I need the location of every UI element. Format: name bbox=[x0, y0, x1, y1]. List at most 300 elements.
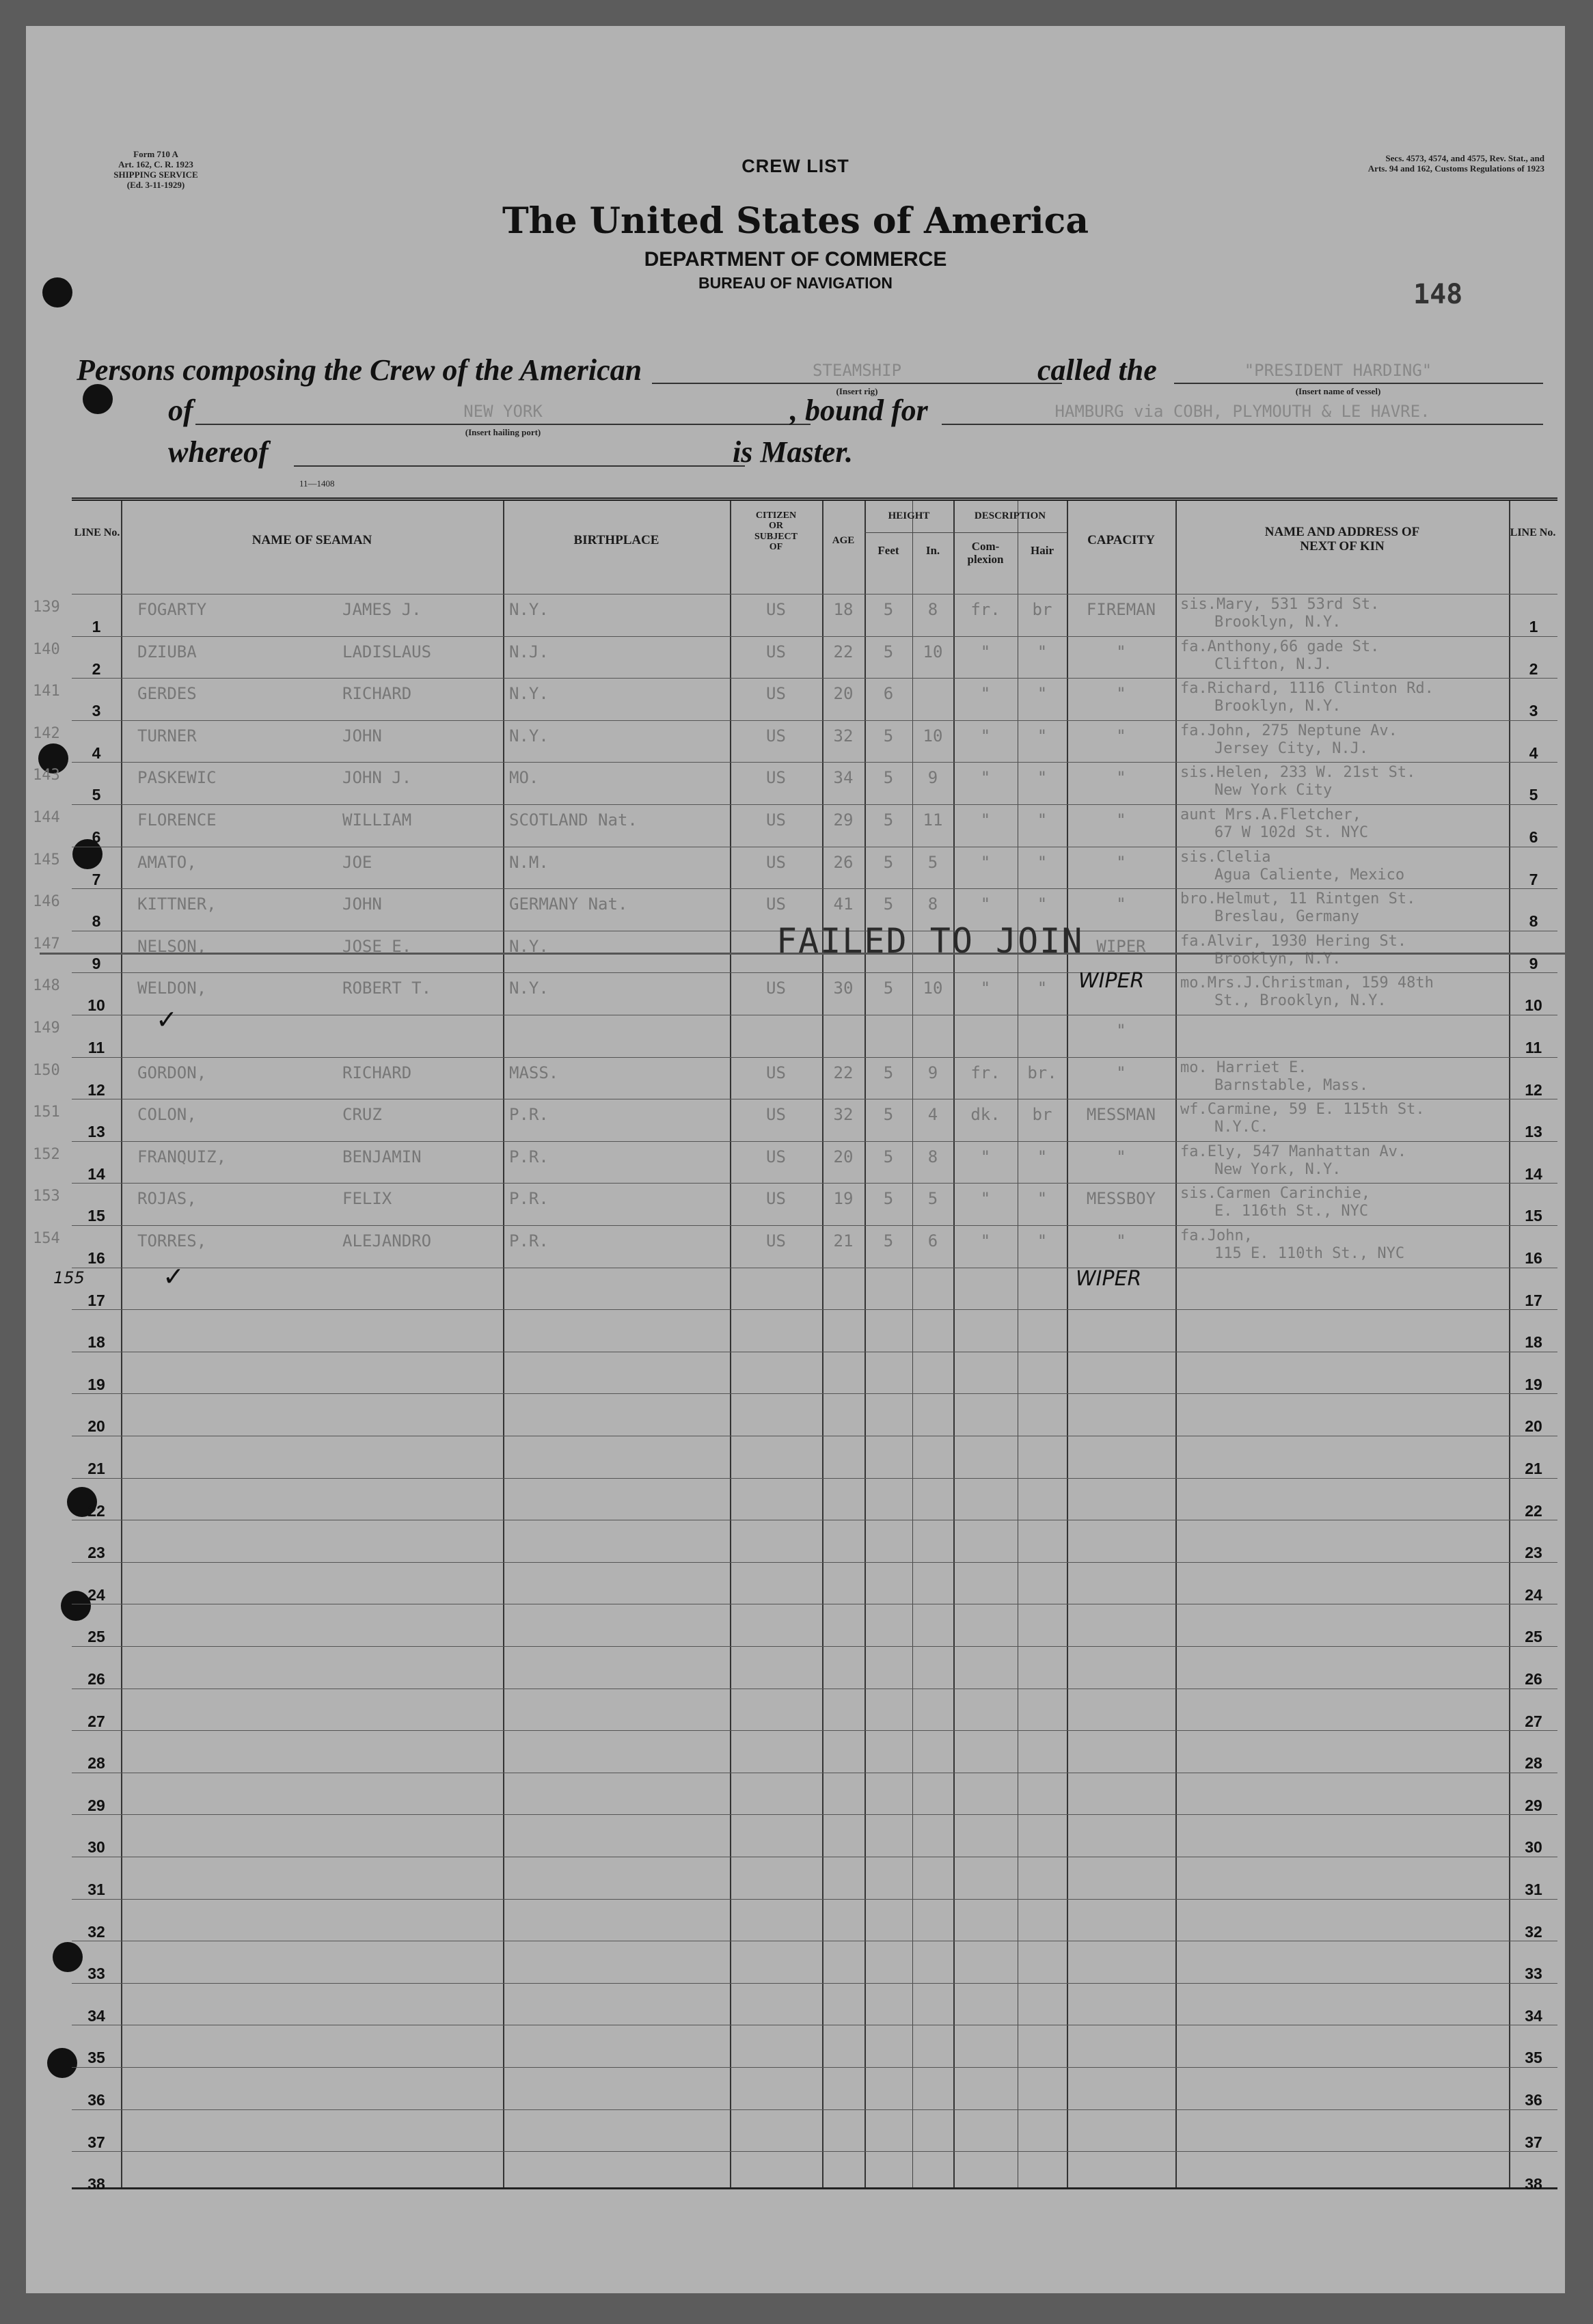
punch-hole bbox=[83, 384, 113, 414]
cell-age: 32 bbox=[833, 1105, 854, 1125]
cell-next-of-kin-line-2: Breslau, Germany bbox=[1214, 908, 1359, 926]
cell-given: ROBERT T. bbox=[342, 979, 432, 998]
line-number-right: 31 bbox=[1525, 1881, 1542, 1898]
col-description: DESCRIPTION bbox=[974, 510, 1046, 521]
cell-birth: N.J. bbox=[509, 642, 549, 661]
table-row bbox=[33, 594, 1557, 637]
cell-ft: 5 bbox=[883, 810, 894, 830]
cell-given: RICHARD bbox=[342, 1063, 412, 1082]
cell-hair: " bbox=[1037, 642, 1048, 661]
master-code: 11—1408 bbox=[299, 478, 335, 489]
cell-next-of-kin-line-1: aunt Mrs.A.Fletcher, bbox=[1180, 806, 1361, 823]
cell-cit: US bbox=[766, 1189, 786, 1209]
cell-birth: P.R. bbox=[509, 1105, 549, 1125]
cell-birth: P.R. bbox=[509, 1189, 549, 1209]
cell-comp: " bbox=[980, 1147, 991, 1166]
table-row bbox=[72, 1562, 1557, 1605]
cell-birth: P.R. bbox=[509, 1231, 549, 1250]
cell-cit: US bbox=[766, 1105, 786, 1125]
cell-in: 8 bbox=[927, 894, 938, 914]
line-number: 24 bbox=[87, 1585, 105, 1604]
cell-in: 5 bbox=[927, 852, 938, 872]
vessel-line bbox=[1174, 383, 1543, 384]
cell-age: 26 bbox=[833, 852, 854, 872]
line-number: 33 bbox=[87, 1965, 105, 1983]
col-next-of-kin bbox=[1175, 525, 1509, 554]
cell-in: 9 bbox=[927, 768, 938, 788]
line-number: 20 bbox=[87, 1417, 105, 1436]
failed-to-join-stamp: FAILED TO JOIN bbox=[776, 921, 1084, 961]
cell-in: 5 bbox=[927, 1189, 938, 1209]
sequence-number: 142 bbox=[33, 724, 60, 742]
line-number-right: 29 bbox=[1525, 1796, 1542, 1814]
cell-birth: N.Y. bbox=[509, 726, 549, 746]
handwritten-wiper-row-17: WIPER bbox=[1076, 1267, 1142, 1291]
line-number: 14 bbox=[87, 1164, 105, 1183]
cell-cap: " bbox=[1116, 1147, 1126, 1166]
bound-label: , bound for bbox=[790, 394, 928, 427]
cell-cit: US bbox=[766, 600, 786, 619]
cell-cap: MESSMAN bbox=[1086, 1105, 1156, 1125]
cell-given: JAMES J. bbox=[342, 600, 422, 619]
statute-line-2: Arts. 94 and 162, Customs Regulations of 1923 bbox=[1367, 163, 1544, 174]
sequence-number: 139 bbox=[33, 599, 60, 616]
cell-next-of-kin-line-2: Clifton, N.J. bbox=[1214, 655, 1333, 673]
table-row bbox=[72, 1436, 1557, 1479]
table-row bbox=[33, 804, 1557, 847]
cell-birth: P.R. bbox=[509, 1147, 549, 1166]
table-row bbox=[72, 2025, 1557, 2068]
cell-next-of-kin-line-2: E. 116th St., NYC bbox=[1214, 1203, 1369, 1220]
line-number-right: 3 bbox=[1529, 702, 1538, 720]
line-number-right: 5 bbox=[1529, 786, 1538, 804]
cell-hair: " bbox=[1037, 684, 1048, 704]
cell-birth: N.M. bbox=[509, 852, 549, 872]
cell-hair: " bbox=[1037, 852, 1048, 872]
cell-surname: PASKEWIC bbox=[137, 768, 217, 788]
table-row bbox=[72, 2151, 1557, 2194]
persons-label: Persons composing the Crew of the American bbox=[77, 353, 642, 387]
cell-in: 8 bbox=[927, 1147, 938, 1166]
vessel-value: "PRESIDENT HARDING" bbox=[1244, 361, 1432, 380]
col-next-of-kin-line-2: NEXT OF KIN bbox=[1300, 538, 1385, 553]
cell-cit: US bbox=[766, 642, 786, 661]
line-number: 35 bbox=[87, 2049, 105, 2067]
cell-given: WILLIAM bbox=[342, 810, 412, 830]
cell-cit: US bbox=[766, 1231, 786, 1250]
cell-cap: " bbox=[1116, 642, 1126, 661]
cell-cap: WIPER bbox=[1096, 936, 1146, 956]
line-number-right: 20 bbox=[1525, 1417, 1542, 1436]
line-number: 12 bbox=[87, 1080, 105, 1099]
line-number-right: 28 bbox=[1525, 1754, 1542, 1773]
cell-next-of-kin-line-2: Barnstable, Mass. bbox=[1214, 1076, 1369, 1094]
line-number-right: 36 bbox=[1525, 2091, 1542, 2109]
sequence-number: 152 bbox=[33, 1145, 60, 1163]
cell-birth: MASS. bbox=[509, 1063, 559, 1082]
cell-comp: " bbox=[980, 684, 991, 704]
cell-in: 4 bbox=[927, 1105, 938, 1125]
cell-cap: " bbox=[1116, 1231, 1126, 1250]
cell-ft: 5 bbox=[883, 1105, 894, 1125]
table-row bbox=[33, 972, 1557, 1015]
cell-next-of-kin-line-1: fa.Richard, 1116 Clinton Rd. bbox=[1180, 680, 1434, 698]
cell-hair: " bbox=[1037, 810, 1048, 830]
line-number: 37 bbox=[87, 2133, 105, 2151]
line-number-right: 14 bbox=[1525, 1164, 1542, 1183]
col-birthplace: BIRTHPLACE bbox=[573, 533, 659, 547]
line-number: 3 bbox=[92, 702, 101, 720]
cell-surname: TORRES, bbox=[137, 1231, 207, 1250]
cell-age: 19 bbox=[833, 1189, 854, 1209]
cell-cit: US bbox=[766, 1063, 786, 1082]
table-row bbox=[72, 2067, 1557, 2110]
form-service: SHIPPING SERVICE bbox=[113, 169, 198, 180]
table-row bbox=[33, 1141, 1557, 1184]
cell-birth: MO. bbox=[509, 768, 539, 788]
line-number: 11 bbox=[87, 1039, 105, 1056]
cell-given: BENJAMIN bbox=[342, 1147, 422, 1166]
cell-next-of-kin-line-1: fa.John, bbox=[1180, 1227, 1253, 1244]
form-edition: (Ed. 3-11-1929) bbox=[126, 180, 185, 190]
line-number-right: 4 bbox=[1529, 743, 1538, 762]
cell-next-of-kin-line-2: Agua Caliente, Mexico bbox=[1214, 866, 1405, 884]
cell-comp: " bbox=[980, 768, 991, 788]
line-number: 26 bbox=[87, 1670, 105, 1688]
sequence-number: 154 bbox=[33, 1230, 60, 1247]
cell-ft: 5 bbox=[883, 979, 894, 998]
cell-given: JOSE E. bbox=[342, 936, 412, 956]
line-number-right: 21 bbox=[1525, 1460, 1542, 1477]
cell-cap: " bbox=[1116, 726, 1126, 746]
table-row bbox=[72, 1309, 1557, 1352]
vessel-hint: (Insert name of vessel) bbox=[1295, 386, 1381, 396]
table-row bbox=[33, 847, 1557, 890]
sequence-number: 140 bbox=[33, 640, 60, 658]
cell-cap: " bbox=[1116, 684, 1126, 704]
whereof-label: whereof bbox=[168, 435, 269, 469]
line-number-right: 22 bbox=[1525, 1501, 1542, 1520]
cell-hair: " bbox=[1037, 894, 1048, 914]
cell-surname: NELSON, bbox=[137, 936, 207, 956]
cell-comp: " bbox=[980, 1189, 991, 1209]
col-height: HEIGHT bbox=[888, 510, 930, 521]
port-hint: (Insert hailing port) bbox=[465, 427, 541, 437]
cell-next-of-kin-line-1: fa.John, 275 Neptune Av. bbox=[1180, 722, 1398, 739]
table-row bbox=[33, 720, 1557, 763]
line-number: 10 bbox=[87, 996, 105, 1015]
cell-in: 6 bbox=[927, 1231, 938, 1250]
cell-next-of-kin-line-2: Brooklyn, N.Y. bbox=[1214, 950, 1342, 968]
cell-in: 10 bbox=[923, 642, 943, 661]
sequence-number: 143 bbox=[33, 767, 60, 784]
cell-age: 29 bbox=[833, 810, 854, 830]
table-row bbox=[72, 1604, 1557, 1647]
line-number-right: 35 bbox=[1525, 2049, 1542, 2067]
col-citizen-line-4: OF bbox=[769, 542, 783, 553]
cell-surname: FOGARTY bbox=[137, 600, 207, 619]
line-number: 9 bbox=[92, 954, 101, 972]
col-name: NAME OF SEAMAN bbox=[251, 533, 372, 547]
line-number: 36 bbox=[87, 2091, 105, 2109]
cell-next-of-kin-line-2: St., Brooklyn, N.Y. bbox=[1214, 992, 1387, 1010]
cell-ft: 5 bbox=[883, 852, 894, 872]
col-complexion bbox=[953, 541, 1018, 566]
col-citizen-line-1: CITIZEN bbox=[755, 510, 797, 521]
cell-cit: US bbox=[766, 684, 786, 704]
called-label: called the bbox=[1037, 353, 1157, 387]
cell-surname: FLORENCE bbox=[137, 810, 217, 830]
line-number: 31 bbox=[87, 1881, 105, 1898]
cell-cit: US bbox=[766, 979, 786, 998]
cell-next-of-kin-line-2: New York, N.Y. bbox=[1214, 1160, 1342, 1178]
cell-ft: 5 bbox=[883, 1063, 894, 1082]
cell-next-of-kin-line-1: fa.Alvir, 1930 Hering St. bbox=[1180, 932, 1407, 950]
cell-comp: " bbox=[980, 642, 991, 661]
cell-age: 34 bbox=[833, 768, 854, 788]
cell-hair: br bbox=[1032, 600, 1052, 619]
line-number: 29 bbox=[87, 1796, 105, 1814]
line-number-right: 2 bbox=[1529, 659, 1538, 678]
cell-next-of-kin-line-1: mo.Mrs.J.Christman, 159 48th bbox=[1180, 974, 1434, 992]
line-number-right: 24 bbox=[1525, 1585, 1542, 1604]
checkmark-row-11: ✓ bbox=[156, 1004, 178, 1035]
table-row bbox=[33, 678, 1557, 721]
line-number-right: 16 bbox=[1525, 1249, 1542, 1267]
line-number-right: 37 bbox=[1525, 2133, 1542, 2151]
cell-age: 20 bbox=[833, 1147, 854, 1166]
table-row bbox=[72, 1857, 1557, 1900]
cell-next-of-kin-line-1: fa.Anthony,66 gade St. bbox=[1180, 638, 1380, 655]
table-row bbox=[72, 1352, 1557, 1395]
cell-comp: fr. bbox=[970, 1063, 1000, 1082]
cell-ft: 5 bbox=[883, 642, 894, 661]
cell-age: 32 bbox=[833, 726, 854, 746]
line-number-right: 15 bbox=[1525, 1207, 1542, 1225]
line-number-right: 23 bbox=[1525, 1544, 1542, 1562]
line-number-right: 13 bbox=[1525, 1123, 1542, 1141]
line-number-right: 10 bbox=[1525, 996, 1542, 1015]
cell-age: 30 bbox=[833, 979, 854, 998]
line-number-right: 33 bbox=[1525, 1965, 1542, 1983]
cell-comp: " bbox=[980, 810, 991, 830]
cell-ft: 5 bbox=[883, 768, 894, 788]
cell-birth: SCOTLAND Nat. bbox=[509, 810, 638, 830]
line-number-right: 7 bbox=[1529, 870, 1538, 888]
cell-age: 20 bbox=[833, 684, 854, 704]
table-row bbox=[72, 1520, 1557, 1563]
line-number-right: 19 bbox=[1525, 1375, 1542, 1393]
rig-hint: (Insert rig) bbox=[836, 386, 878, 396]
line-number: 18 bbox=[87, 1333, 105, 1352]
cell-next-of-kin-line-2: 67 W 102d St. NYC bbox=[1214, 824, 1369, 841]
cell-birth: N.Y. bbox=[509, 684, 549, 704]
table-row bbox=[72, 1899, 1557, 1942]
cell-ft: 5 bbox=[883, 1147, 894, 1166]
line-number: 15 bbox=[87, 1207, 105, 1225]
destination-value: HAMBURG via COBH, PLYMOUTH & LE HAVRE. bbox=[1054, 402, 1430, 421]
table-row bbox=[72, 1983, 1557, 2026]
line-number: 25 bbox=[87, 1628, 105, 1646]
cell-given: JOHN bbox=[342, 894, 382, 914]
cell-surname: FRANQUIZ, bbox=[137, 1147, 227, 1166]
col-citizen bbox=[730, 510, 822, 553]
line-number-right: 18 bbox=[1525, 1333, 1542, 1352]
line-number-right: 34 bbox=[1525, 2006, 1542, 2025]
col-age: AGE bbox=[832, 535, 855, 546]
destination-line bbox=[942, 424, 1543, 425]
line-number: 8 bbox=[92, 912, 101, 931]
cell-next-of-kin-line-1: mo. Harriet E. bbox=[1180, 1058, 1307, 1076]
table-row bbox=[33, 1057, 1557, 1100]
statute-line-1: Secs. 4573, 4574, and 4575, Rev. Stat., and bbox=[1385, 153, 1544, 163]
cell-surname: WELDON, bbox=[137, 979, 207, 998]
line-number: 2 bbox=[92, 659, 101, 678]
col-next-of-kin-line-1: NAME AND ADDRESS OF bbox=[1264, 525, 1420, 539]
col-citizen-line-2: OR bbox=[769, 521, 783, 532]
table-row bbox=[72, 1393, 1557, 1436]
cell-cit: US bbox=[766, 1147, 786, 1166]
line-number-right: 26 bbox=[1525, 1670, 1542, 1688]
col-hair: Hair bbox=[1031, 544, 1054, 557]
cell-in: 9 bbox=[927, 1063, 938, 1082]
cell-ft: 5 bbox=[883, 1231, 894, 1250]
cell-hair: " bbox=[1037, 1231, 1048, 1250]
cell-cap: " bbox=[1116, 1063, 1126, 1082]
sequence-number: 146 bbox=[33, 893, 60, 911]
col-citizen-line-3: SUBJECT bbox=[754, 531, 798, 542]
cell-ft: 5 bbox=[883, 726, 894, 746]
table-row bbox=[72, 2109, 1557, 2152]
cell-cit: US bbox=[766, 810, 786, 830]
handwritten-seq-row-17: 155 bbox=[53, 1268, 85, 1287]
line-number-right: 9 bbox=[1529, 954, 1538, 972]
cell-cap: " bbox=[1116, 1021, 1126, 1040]
line-number-right: 1 bbox=[1529, 618, 1538, 635]
cell-next-of-kin-line-2: New York City bbox=[1214, 782, 1333, 799]
cell-cap: " bbox=[1116, 852, 1126, 872]
cell-next-of-kin-line-2: Brooklyn, N.Y. bbox=[1214, 614, 1342, 631]
country-heading: The United States of America bbox=[502, 200, 1089, 242]
line-number: 17 bbox=[87, 1291, 105, 1309]
crew-list-title: CREW LIST bbox=[741, 156, 849, 176]
sequence-number: 148 bbox=[33, 977, 60, 995]
line-number-right: 32 bbox=[1525, 1922, 1542, 1941]
sequence-number: 147 bbox=[33, 935, 60, 953]
table-row bbox=[72, 1268, 1557, 1311]
cell-next-of-kin-line-1: fa.Ely, 547 Manhattan Av. bbox=[1180, 1143, 1407, 1160]
table-row bbox=[72, 1730, 1557, 1773]
cell-cap: " bbox=[1116, 894, 1126, 914]
cell-cap: " bbox=[1116, 810, 1126, 830]
table-row bbox=[33, 1225, 1557, 1268]
cell-surname: ROJAS, bbox=[137, 1189, 197, 1209]
cell-in: 8 bbox=[927, 600, 938, 619]
table-row bbox=[72, 1773, 1557, 1816]
of-label: of bbox=[168, 394, 193, 427]
line-number: 4 bbox=[92, 743, 101, 762]
cell-next-of-kin-line-1: sis.Carmen Carinchie, bbox=[1180, 1185, 1371, 1203]
cell-surname: TURNER bbox=[137, 726, 197, 746]
table-row bbox=[72, 1814, 1557, 1857]
cell-given: JOHN bbox=[342, 726, 382, 746]
cell-ft: 5 bbox=[883, 600, 894, 619]
cell-cap: FIREMAN bbox=[1086, 600, 1156, 619]
line-number: 38 bbox=[87, 2175, 105, 2193]
line-number-right: 30 bbox=[1525, 1838, 1542, 1857]
cell-age: 18 bbox=[833, 600, 854, 619]
cell-given: ALEJANDRO bbox=[342, 1231, 432, 1250]
cell-surname: GORDON, bbox=[137, 1063, 207, 1082]
cell-comp: " bbox=[980, 726, 991, 746]
cell-surname: GERDES bbox=[137, 684, 197, 704]
cell-birth: GERMANY Nat. bbox=[509, 894, 628, 914]
cell-birth: N.Y. bbox=[509, 936, 549, 956]
cell-comp: " bbox=[980, 1231, 991, 1250]
sequence-number: 141 bbox=[33, 683, 60, 700]
cell-next-of-kin-line-1: sis.Mary, 531 53rd St. bbox=[1180, 596, 1380, 613]
cell-next-of-kin-line-1: bro.Helmut, 11 Rintgen St. bbox=[1180, 890, 1416, 908]
cell-comp: fr. bbox=[970, 600, 1000, 619]
line-number: 30 bbox=[87, 1838, 105, 1857]
col-complexion-line-1: Com- bbox=[971, 540, 1000, 553]
sequence-number: 145 bbox=[33, 851, 60, 869]
cell-given: LADISLAUS bbox=[342, 642, 432, 661]
line-number-right: 8 bbox=[1529, 912, 1538, 931]
port-line bbox=[195, 424, 811, 425]
line-number: 27 bbox=[87, 1712, 105, 1730]
line-number-right: 17 bbox=[1525, 1291, 1542, 1309]
form-article: Art. 162, C. R. 1923 bbox=[118, 159, 193, 169]
cell-comp: dk. bbox=[970, 1105, 1000, 1125]
line-number: 32 bbox=[87, 1922, 105, 1941]
cell-next-of-kin-line-2: N.Y.C. bbox=[1214, 1119, 1269, 1136]
cell-ft: 6 bbox=[883, 684, 894, 704]
cell-ft: 5 bbox=[883, 1189, 894, 1209]
col-capacity: CAPACITY bbox=[1087, 533, 1155, 547]
cell-surname: AMATO, bbox=[137, 852, 197, 872]
cell-given: FELIX bbox=[342, 1189, 392, 1209]
line-number: 22 bbox=[87, 1501, 105, 1520]
line-number: 5 bbox=[92, 786, 101, 804]
line-number: 16 bbox=[87, 1249, 105, 1267]
col-inches: In. bbox=[925, 544, 940, 557]
cell-next-of-kin-line-2: 115 E. 110th St., NYC bbox=[1214, 1245, 1405, 1262]
line-number-right: 38 bbox=[1525, 2175, 1542, 2193]
line-number: 6 bbox=[92, 828, 101, 846]
cell-in: 10 bbox=[923, 979, 943, 998]
line-number: 28 bbox=[87, 1754, 105, 1773]
line-number: 1 bbox=[92, 618, 101, 635]
line-number-right: 25 bbox=[1525, 1628, 1542, 1646]
cell-given: RICHARD bbox=[342, 684, 412, 704]
table-row bbox=[33, 762, 1557, 805]
form-number: Form 710 A bbox=[133, 149, 178, 159]
cell-next-of-kin-line-1: wf.Carmine, 59 E. 115th St. bbox=[1180, 1101, 1425, 1119]
table-row bbox=[33, 636, 1557, 679]
cell-cit: US bbox=[766, 852, 786, 872]
cell-hair: br. bbox=[1027, 1063, 1057, 1082]
col-complexion-line-2: plexion bbox=[967, 552, 1004, 566]
cell-cap: MESSBOY bbox=[1086, 1189, 1156, 1209]
line-number: 34 bbox=[87, 2006, 105, 2025]
cell-hair: " bbox=[1037, 1147, 1048, 1166]
handwritten-wiper-row-10: WIPER bbox=[1078, 969, 1145, 993]
line-number: 23 bbox=[87, 1544, 105, 1562]
cell-comp: " bbox=[980, 979, 991, 998]
col-line-no-right: LINE No. bbox=[1510, 527, 1556, 538]
master-line bbox=[294, 465, 745, 467]
